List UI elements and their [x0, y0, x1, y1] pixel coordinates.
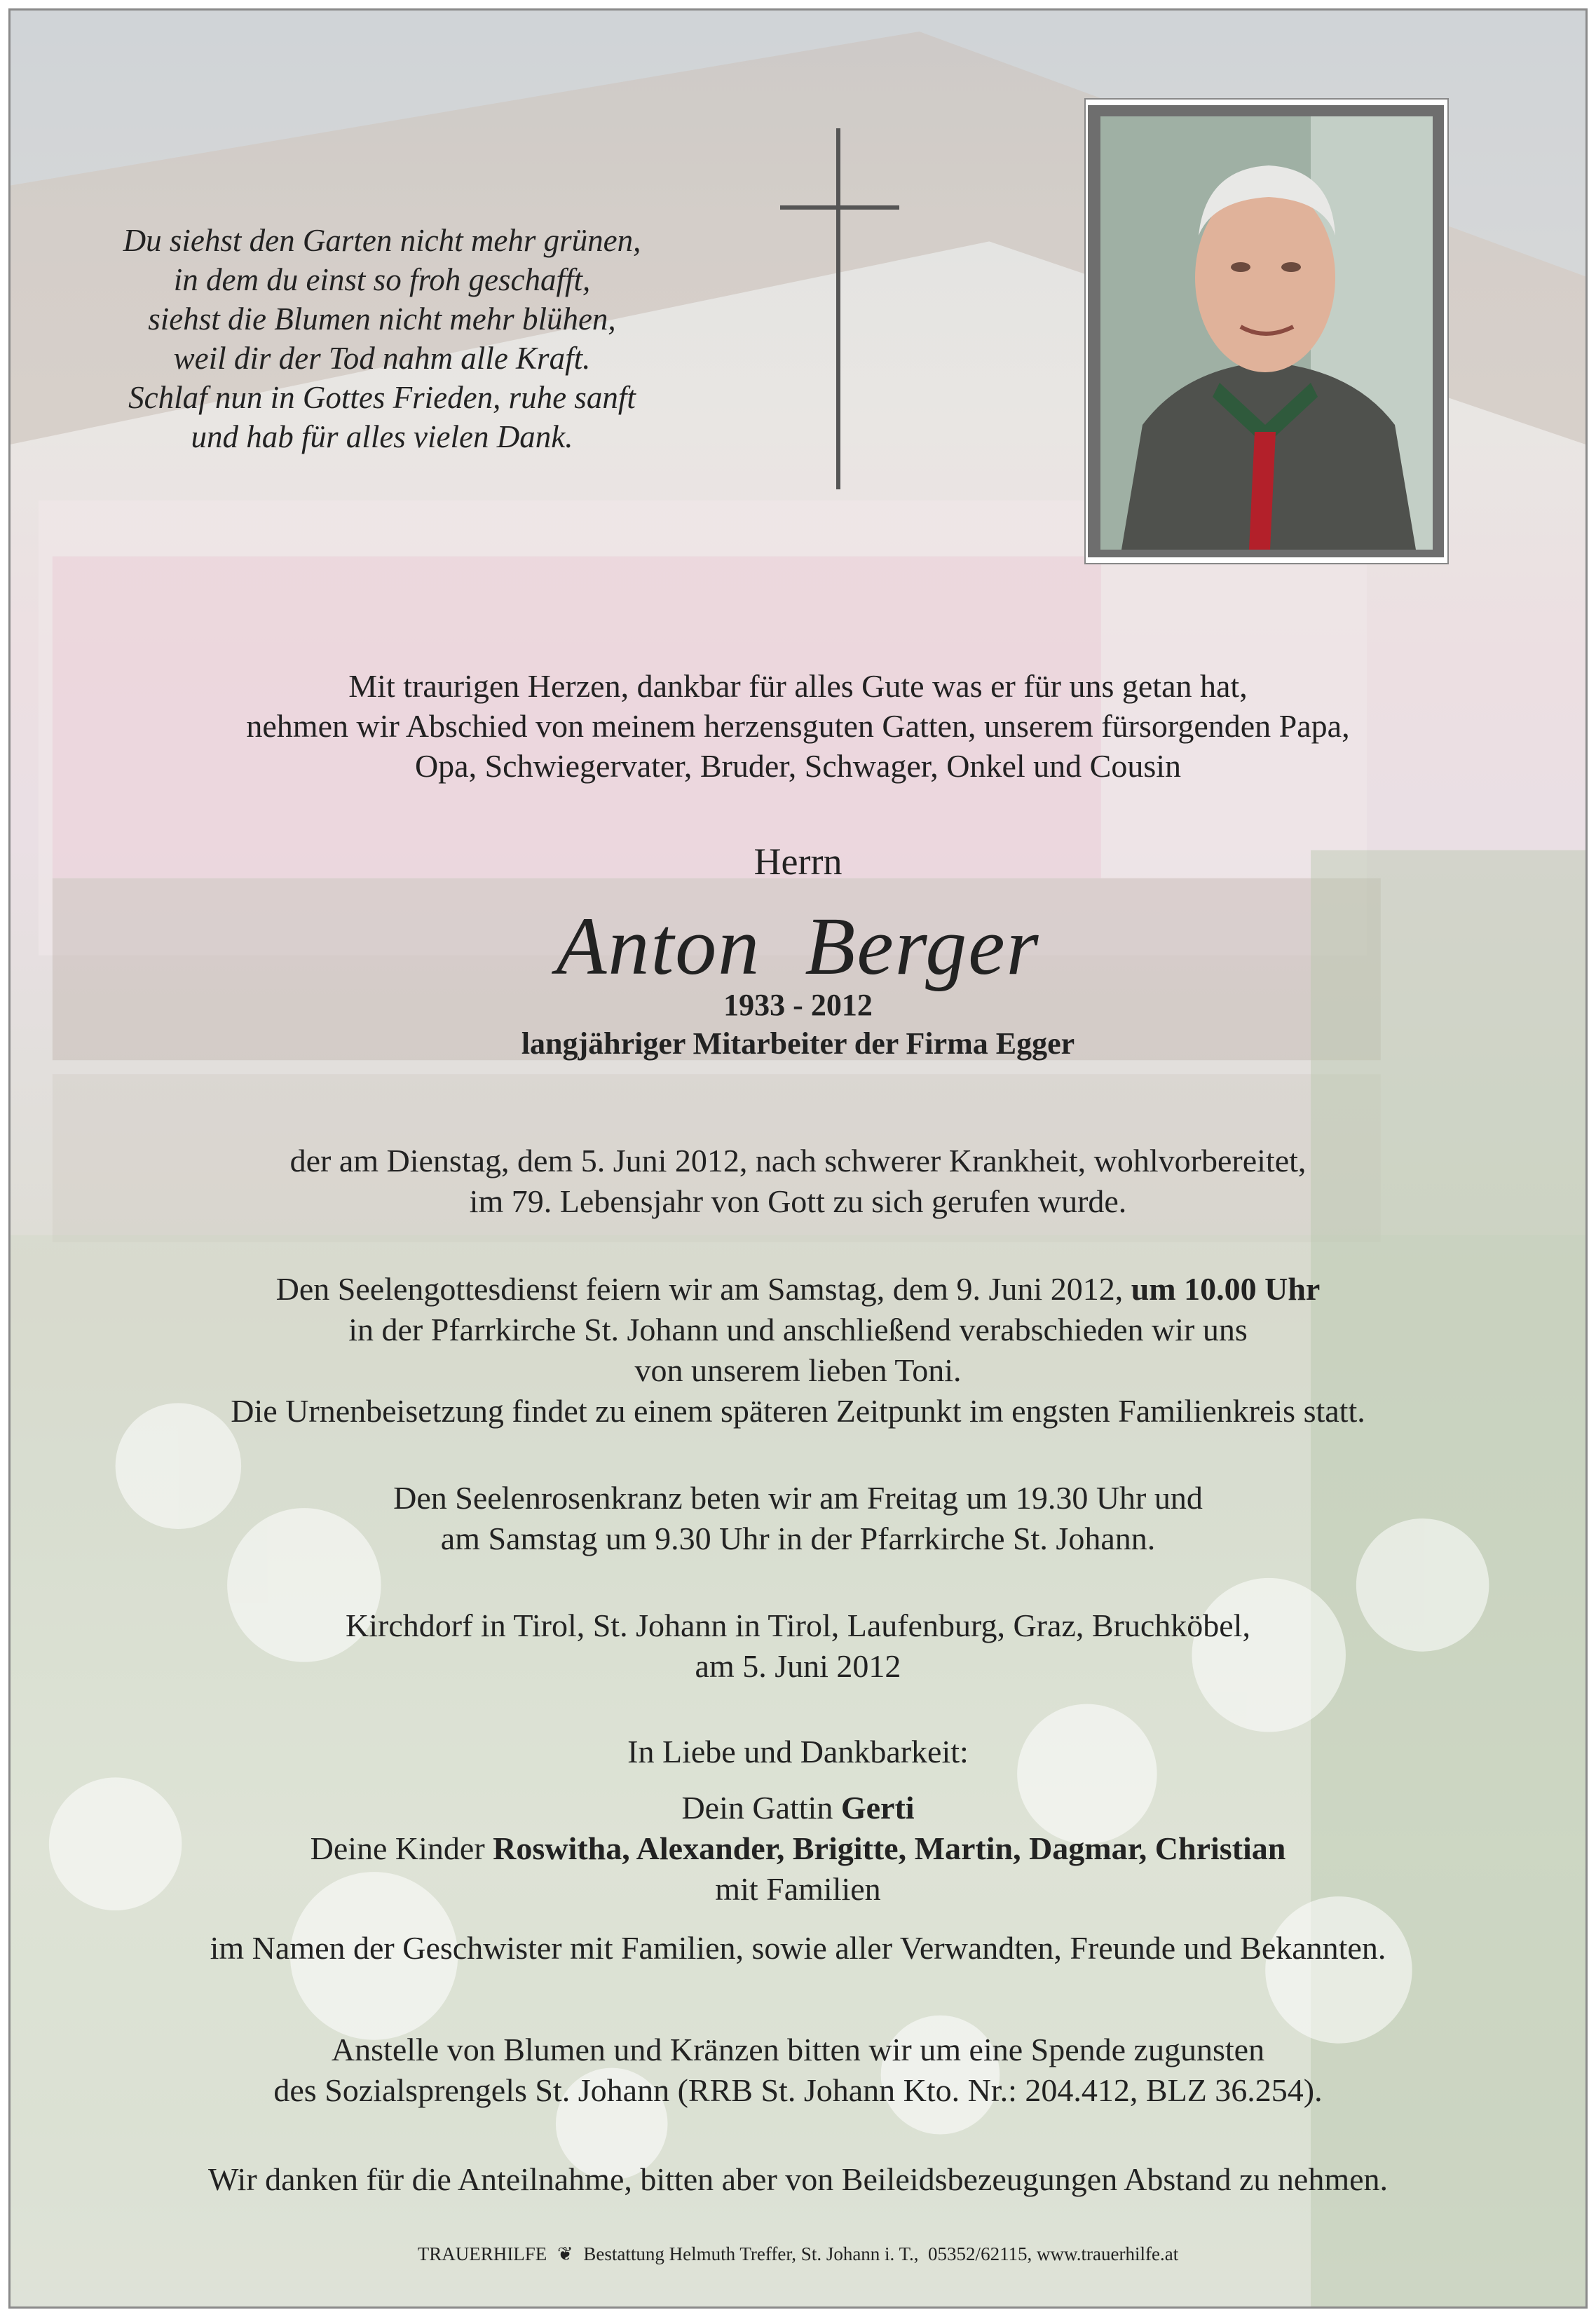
- mourner-children-label: Deine Kinder: [310, 1830, 493, 1866]
- funeral-service: [0, 1269, 1596, 1432]
- mourner-wife-name: Gerti: [840, 1790, 915, 1826]
- place-date-line: Kirchdorf in Tirol, St. Johann in Tirol, Laufenburg, Graz, Bruchköbel,: [346, 1608, 1250, 1643]
- thanks-line: Wir danken für die Anteilnahme, bitten aber von Beileidsbezeugungen Abstand zu nehmen.: [207, 2161, 1389, 2197]
- place-date: [0, 1605, 1596, 1687]
- mourner-children: [0, 1828, 1596, 1869]
- rosary-notice: [0, 1478, 1596, 1559]
- intro-line: Opa, Schwiegervater, Bruder, Schwager, Onkel und Cousin: [414, 748, 1182, 784]
- poem-line: und hab für alles vielen Dank.: [191, 419, 573, 454]
- death-notice: [0, 1141, 1596, 1222]
- mourner-others: im Namen der Geschwister mit Familien, sowie aller Verwandten, Freunde und Bekannten.: [210, 1930, 1386, 1966]
- occupation: langjähriger Mitarbeiter der Firma Egger: [521, 1026, 1075, 1061]
- poem-line: Schlaf nun in Gottes Frieden, ruhe sanft: [128, 380, 636, 415]
- cross-icon: [780, 128, 899, 489]
- donation-line: des Sozialsprengels St. Johann (RRB St. Johann Kto. Nr.: 204.412, BLZ 36.254).: [273, 2072, 1323, 2108]
- mourner-wife-label: Dein Gattin: [681, 1790, 841, 1826]
- angel-icon: ❦: [557, 2243, 573, 2264]
- intro-line: nehmen wir Abschied von meinem herzensguten Gatten, unserem fürsorgenden Papa,: [246, 708, 1350, 744]
- poem-line: in dem du einst so froh geschafft,: [173, 262, 591, 297]
- poem-line: weil dir der Tod nahm alle Kraft.: [173, 341, 591, 376]
- intro-text: [0, 666, 1596, 786]
- place-date-line: am 5. Juni 2012: [695, 1648, 901, 1684]
- poem-line: siehst die Blumen nicht mehr blühen,: [148, 301, 616, 337]
- donation-request: [0, 2030, 1596, 2111]
- mourner-wife: [0, 1788, 1596, 1828]
- deceased-name: Anton Berger: [556, 900, 1040, 992]
- life-years: 1933 - 2012: [723, 988, 873, 1022]
- service-line: [0, 1269, 1596, 1310]
- salutation: Herrn: [753, 841, 843, 883]
- poem-line: Du siehst den Garten nicht mehr grünen,: [123, 223, 641, 258]
- portrait-photo: [1100, 116, 1433, 550]
- service-line: Die Urnenbeisetzung findet zu einem späteren Zeitpunkt im engsten Familienkreis statt.: [231, 1393, 1365, 1429]
- mourners: [0, 1788, 1596, 1910]
- footer-details: Bestattung Helmuth Treffer, St. Johann i. T., 05352/62115, www.trauerhilfe.at: [583, 2243, 1179, 2264]
- service-line: in der Pfarrkirche St. Johann und anschließend verabschieden wir uns: [348, 1312, 1248, 1347]
- portrait-image: [1100, 116, 1433, 550]
- mourner-families: mit Familien: [715, 1871, 881, 1907]
- service-time: um 10.00 Uhr: [1131, 1271, 1321, 1307]
- donation-line: Anstelle von Blumen und Kränzen bitten wir um eine Spende zugunsten: [331, 2032, 1265, 2067]
- death-notice-line: im 79. Lebensjahr von Gott zu sich gerufen wurde.: [469, 1183, 1127, 1219]
- service-line: von unserem lieben Toni.: [634, 1352, 962, 1388]
- rosary-line: am Samstag um 9.30 Uhr in der Pfarrkirche St. Johann.: [440, 1521, 1156, 1556]
- closing-line: In Liebe und Dankbarkeit:: [627, 1734, 969, 1769]
- death-notice-line: der am Dienstag, dem 5. Juni 2012, nach schwerer Krankheit, wohlvorbereitet,: [289, 1143, 1307, 1178]
- service-line-text: Den Seelengottesdienst feiern wir am Samstag, dem 9. Juni 2012,: [275, 1271, 1131, 1307]
- footer: [0, 2243, 1596, 2265]
- rosary-line: Den Seelenrosenkranz beten wir am Freitag um 19.30 Uhr und: [393, 1480, 1203, 1516]
- footer-brand: TRAUERHILFE: [417, 2243, 547, 2264]
- intro-line: Mit traurigen Herzen, dankbar für alles Gute was er für uns getan hat,: [348, 668, 1248, 704]
- mourner-children-names: Roswitha, Alexander, Brigitte, Martin, Dagmar, Christian: [493, 1830, 1286, 1866]
- poem: [63, 221, 701, 456]
